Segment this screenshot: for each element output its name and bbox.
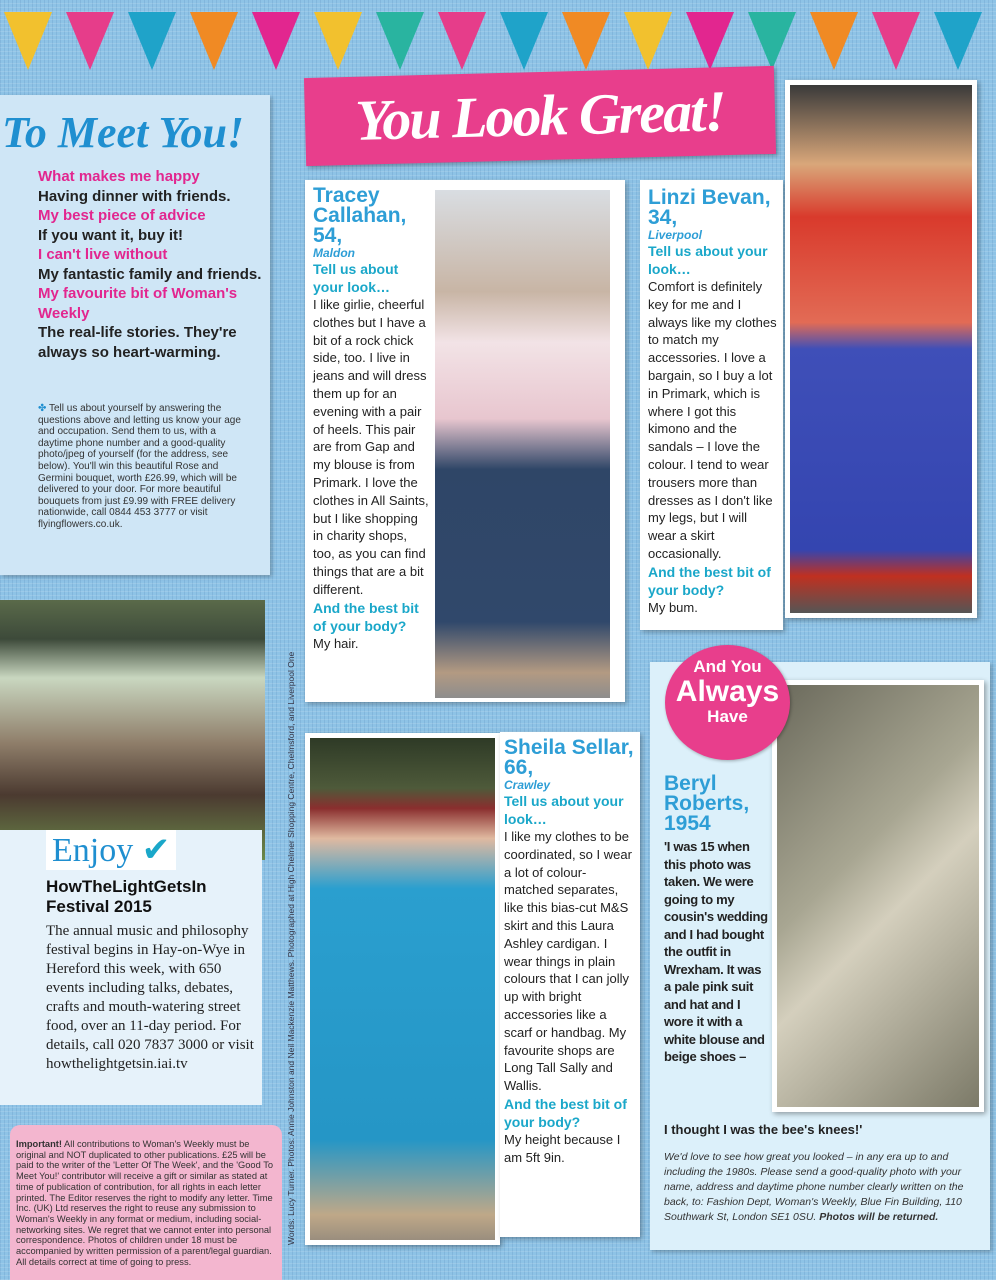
question: My best piece of advice (38, 207, 206, 224)
answer: The real-life stories. They're always so heart-warming. (38, 324, 237, 361)
bunting (0, 0, 996, 75)
person-location: Crawley (504, 778, 551, 792)
bunting-flag (872, 12, 920, 70)
check-icon: ✔ (141, 832, 171, 869)
bunting-flag (314, 12, 362, 70)
photo-credit: Words: Lucy Turner. Photos: Annie Johnston and Neil Mackenzie Matthews. Photographed at High Chelmer Shopping Centre, Chelmsford, and Liverpool One (286, 651, 296, 1245)
important-lead: Important! (16, 1139, 62, 1149)
important-box (10, 1125, 282, 1280)
person-name: Beryl Roberts, 1954 (664, 772, 750, 835)
sheila-card (500, 732, 640, 1237)
answer: My fantastic family and friends. (38, 265, 262, 283)
sheila-photo (305, 733, 500, 1245)
person-location: Liverpool (648, 228, 703, 242)
best-text: My height because I am 5ft 9in. (504, 1131, 621, 1165)
person-name: Sheila Sellar, 66, (504, 736, 634, 779)
important-text (16, 1139, 278, 1267)
bunting-flag (624, 12, 672, 70)
badge-line: Have (707, 707, 748, 726)
bunting-flag (686, 12, 734, 70)
person-location: Maldon (313, 246, 355, 260)
question: And the best bit of your body? (648, 563, 771, 598)
look-text: I like girlie, cheerful clothes but I have a bit of a rock chick side, too. I live in jeans and will dress them up for an evening with a pair of heels. This pair are from Gap and my blouse is from Primark. I love the clothes in All Saints, but I like shopping in charity shops, too, as you can find things that are a bit different. (313, 297, 429, 597)
beryl-photo (772, 680, 984, 1112)
bunting-flag (438, 12, 486, 70)
linzi-photo (785, 80, 977, 618)
question: Tell us about your look… (504, 793, 624, 827)
submission-note (664, 1150, 964, 1225)
important-body: All contributions to Woman's Weekly must be original and NOT duplicated to other publications. £25 will be paid to the writer of the 'Letter Of The Week', and the 'Good To Meet You!' contributor will receive a gift or similar as stated at time of publication of contribution, for all rights in each letter printed. The Editor reserves the right to modify any letter. Time Inc. (UK) Ltd reserves the right to reuse any submission to Woman's Weekly in any format or medium, including social-networking sites. We regret that we cannot enter into personal correspondence. Photos of children under 18 must be accompanied by written permission of a parent/legal guardian. All details correct at time of going to press. (16, 1139, 274, 1267)
entry-note (38, 403, 248, 531)
answer: Having dinner with friends. (38, 187, 231, 205)
question: Tell us about your look… (648, 243, 768, 277)
question: I can't live without (38, 246, 168, 263)
linzi-card (640, 180, 783, 630)
badge-line: Always (675, 675, 780, 708)
answer: If you want it, buy it! (38, 226, 183, 244)
question: And the best bit of your body? (313, 599, 419, 634)
enjoy-panel (0, 830, 262, 1105)
bunting-flag (748, 12, 796, 70)
bunting-flag (4, 12, 52, 70)
look-text: Comfort is definitely key for me and I always like my clothes to match my accessories. I love a bargain, so I buy a lot in Primark, which is where I got this kimono and the sandals – I love the colour. I tend to wear trousers more than dresses as I don't like my legs, but I will wear a skirt occasionally. (648, 279, 777, 561)
festival-photo (0, 600, 265, 860)
bunting-flag (934, 12, 982, 70)
question: My favourite bit of Woman's Weekly (38, 285, 238, 322)
enjoy-body: The annual music and philosophy festival begins in Hay-on-Wye in Hereford this week, with 650 events including talks, debates, crafts and mouth-watering street food, over an 11-day period. For details, call 020 7837 3000 or visit howthelightgetsin.iai.tv (46, 923, 254, 1072)
person-name: Linzi Bevan, 34, (648, 186, 771, 229)
note-text: Tell us about yourself by answering the questions above and letting us know your age and occupation. Send them to us, with a daytime phone number and a good-quality photo/jpeg of yourself (for the address, see below). You'll win this beautiful Rose and Germini bouquet, worth £26.99, which will be delivered to your door. For more beautiful bouquets from just £9.99 with FREE delivery nationwide, call 0844 453 3777 or visit flyingflowers.co.uk. (38, 403, 241, 530)
always-badge (665, 645, 790, 760)
person-name: Tracey Callahan, 54, (313, 184, 407, 247)
tracey-card (305, 180, 625, 702)
best-text: My hair. (313, 635, 359, 651)
bunting-flag (252, 12, 300, 70)
tracey-photo (435, 190, 610, 698)
bunting-flag (66, 12, 114, 70)
enjoy-label (46, 830, 176, 870)
question: And the best bit of your body? (504, 1095, 627, 1130)
flower-icon: ✤ (38, 403, 49, 414)
bunting-flag (562, 12, 610, 70)
question: Tell us about your look… (313, 261, 399, 295)
quote-end: I thought I was the bee's knees!' (664, 1122, 863, 1137)
page-title: You Look Great! (354, 78, 726, 153)
section-title: To Meet You! (2, 108, 245, 157)
title-banner (304, 66, 776, 166)
footer-text: We'd love to see how great you looked – in any era up to and including the 1980s. Please send a good-quality photo with your name, address and daytime phone number clearly written on the back, to: Fashion Dept, Woman's Weekly, Blue Fin Building, 110 Southwark St, London SE1 0SU. (664, 1151, 964, 1223)
look-text: I like my clothes to be coordinated, so I wear a lot of colour-matched separates, like this bias-cut M&S skirt and this Laura Ashley cardigan. I wear things in plain colours that I can jolly up with bright accessories like a scarf or handbag. My favourite shops are Long Tall Sally and Wallis. (504, 829, 632, 1094)
best-text: My bum. (648, 599, 698, 615)
good-to-meet-you-panel (0, 95, 270, 575)
quote: 'I was 15 when this photo was taken. We were going to my cousin's wedding and I had bought the outfit in Wrexham. It was a pale pink suit and hat and I wore it with a white blouse and beige shoes – (664, 839, 768, 1064)
bunting-flag (376, 12, 424, 70)
bunting-flag (810, 12, 858, 70)
footer-bold: Photos will be returned. (819, 1211, 939, 1223)
enjoy-text: Enjoy (52, 832, 134, 869)
qa-list (38, 167, 263, 362)
bunting-flag (190, 12, 238, 70)
question: What makes me happy (38, 168, 200, 185)
enjoy-heading: HowTheLightGetsIn Festival 2015 (46, 877, 207, 916)
bunting-flag (128, 12, 176, 70)
bunting-flag (500, 12, 548, 70)
badge-line: And You (693, 657, 762, 676)
